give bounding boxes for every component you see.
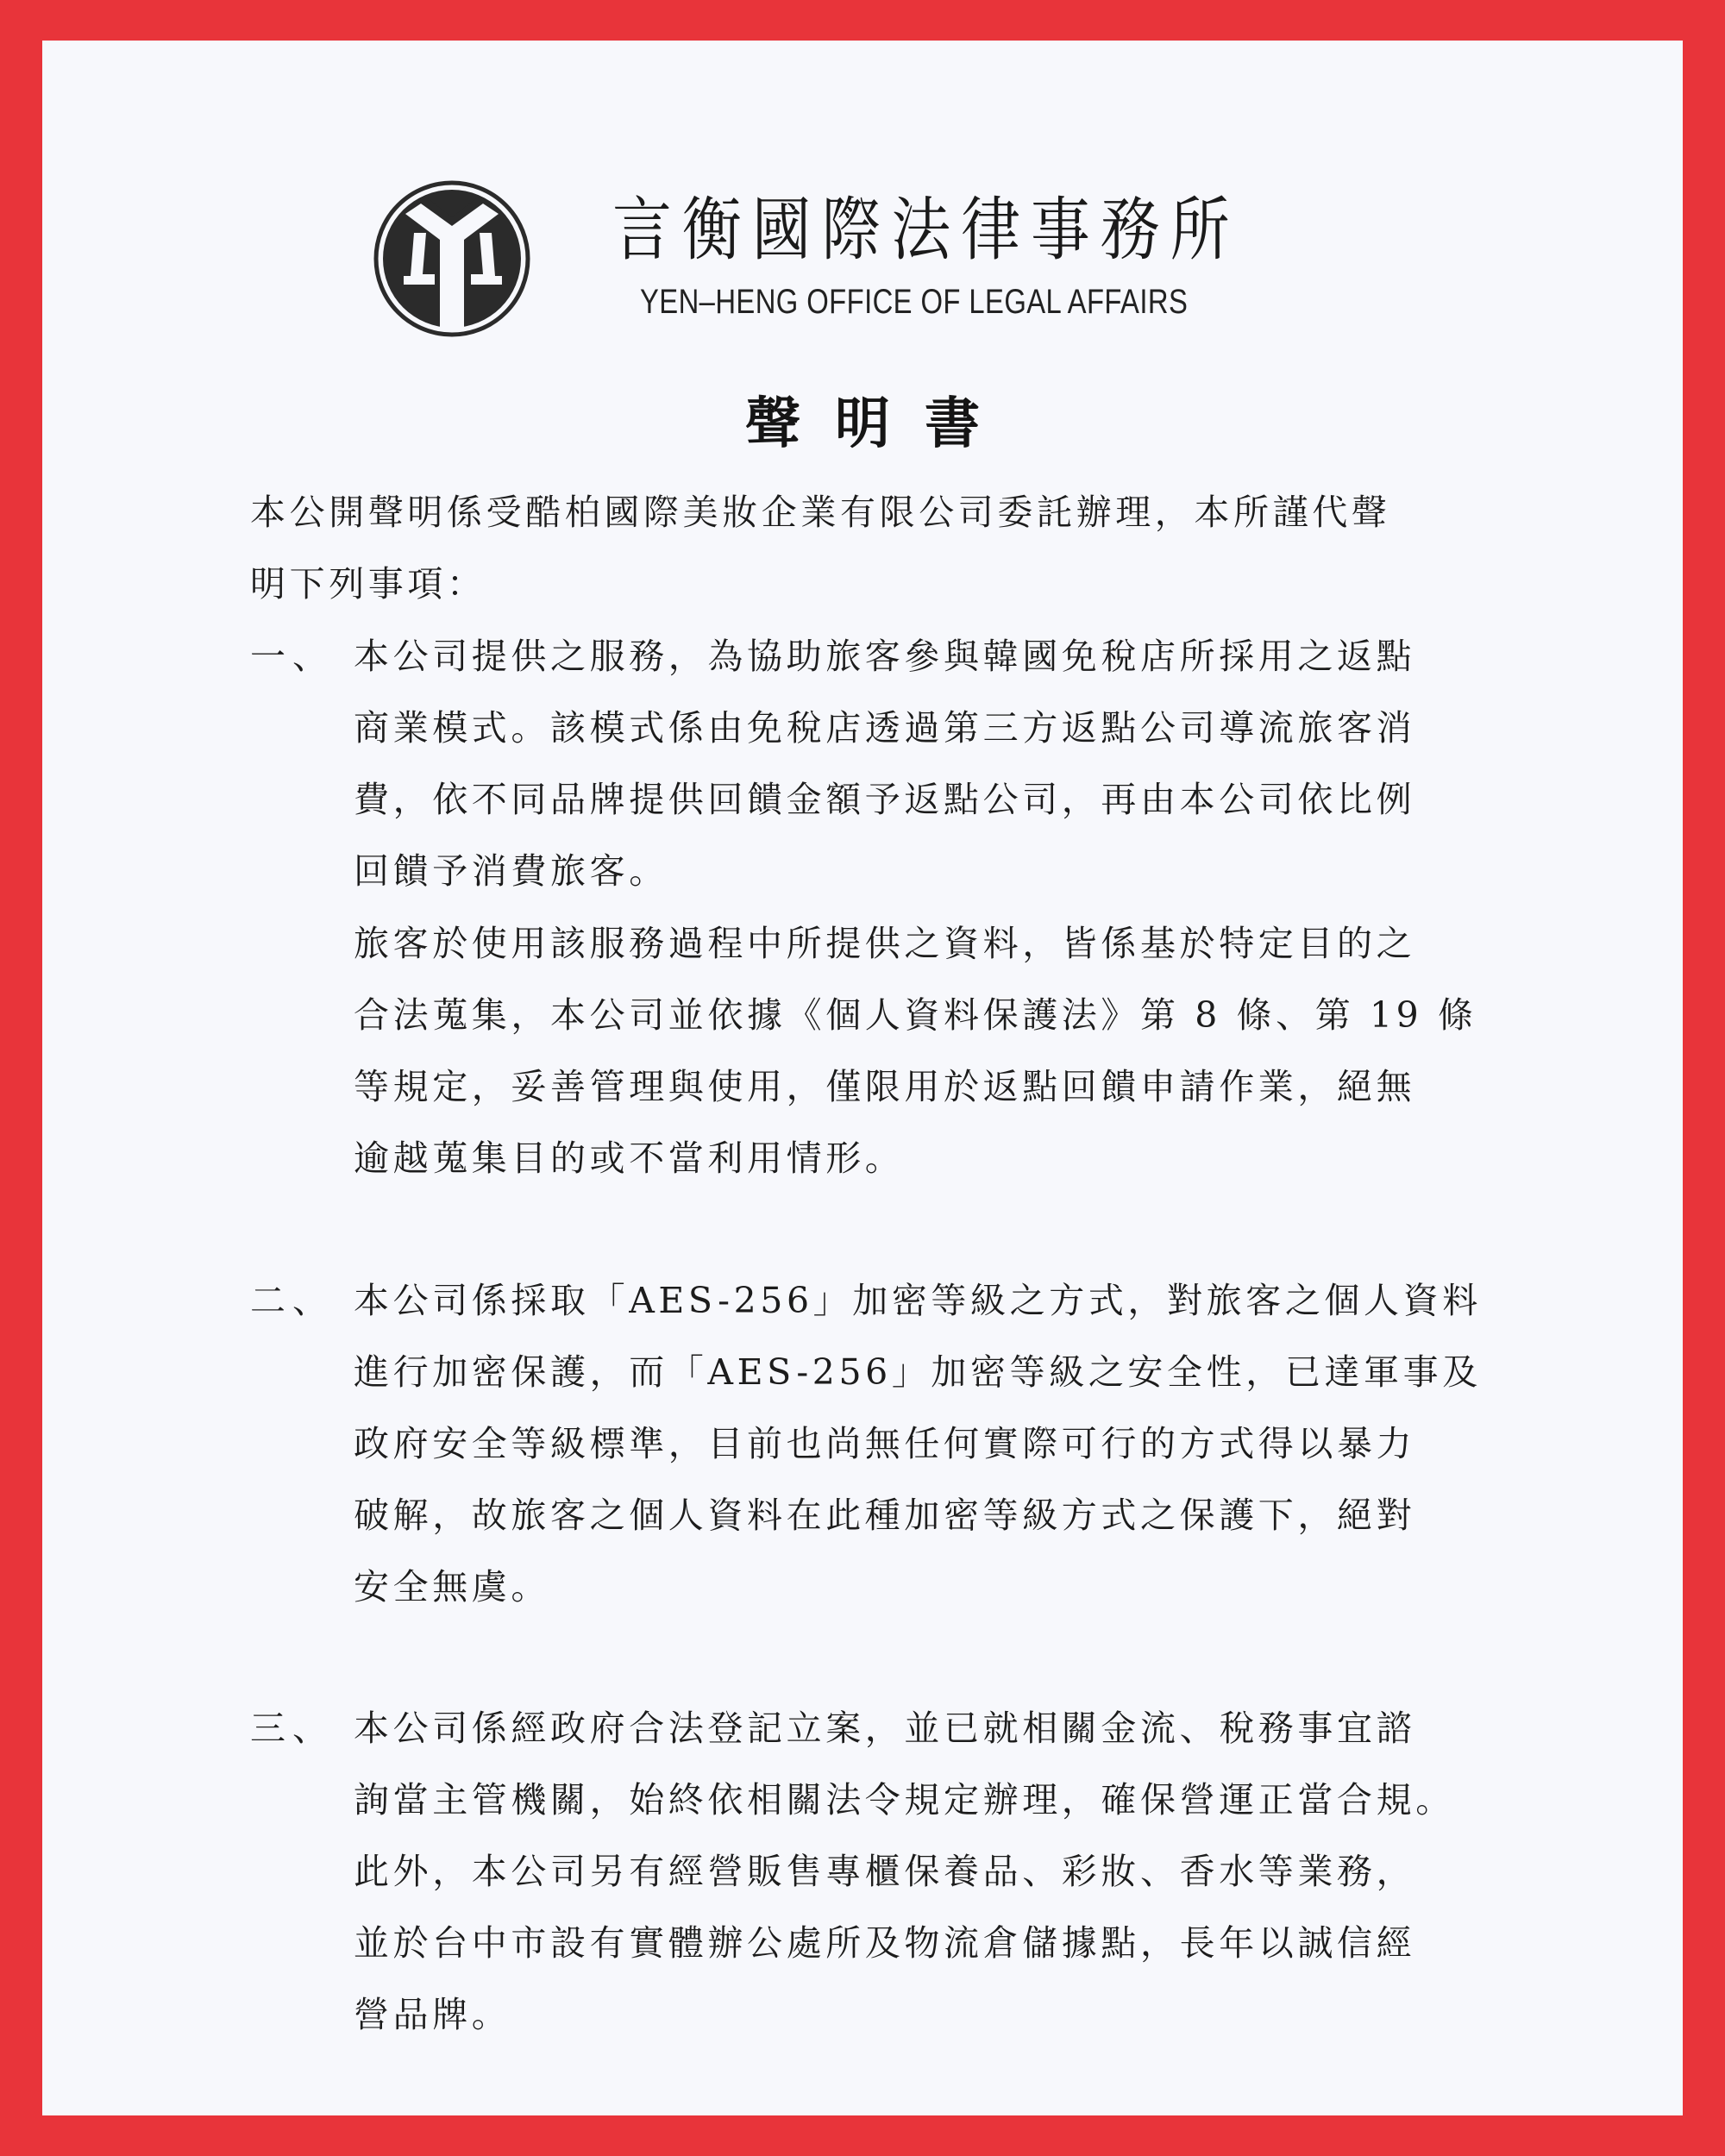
yen-heng-emblem-icon (373, 179, 531, 338)
text-line: 旅客於使用該服務過程中所提供之資料，皆係基於特定目的之 (354, 923, 1416, 964)
item-2-paragraph-1 (354, 1265, 1482, 1623)
text-line: 費，依不同品牌提供回饋金額予返點公司，再由本公司依比例 (354, 779, 1416, 820)
text-line: 合法蒐集，本公司並依據《個人資料保護法》第 8 條、第 19 條 (354, 994, 1477, 1036)
item-marker-3: 三、 (250, 1708, 335, 1749)
text-line: 等規定，妥善管理與使用，僅限用於返點回饋申請作業，絕無 (354, 1066, 1416, 1107)
item-marker-1: 一、 (250, 636, 335, 677)
text-line: 並於台中市設有實體辦公處所及物流倉儲據點，長年以誠信經 (354, 1922, 1416, 1964)
intro-line: 明下列事項： (250, 563, 486, 605)
intro-line: 本公開聲明係受酷柏國際美妝企業有限公司委託辦理，本所謹代聲 (250, 492, 1391, 533)
text-line: 本公司係採取「AES-256」加密等級之方式，對旅客之個人資料 (354, 1280, 1482, 1321)
text-line: 本公司提供之服務，為協助旅客參與韓國免稅店所採用之返點 (354, 636, 1416, 677)
text-line: 破解，故旅客之個人資料在此種加密等級方式之保護下，絕對 (354, 1495, 1416, 1536)
text-line: 詢當主管機關，始終依相關法令規定辦理，確保營運正當合規。 (354, 1779, 1455, 1821)
text-line: 商業模式。該模式係由免稅店透過第三方返點公司導流旅客消 (354, 707, 1416, 749)
text-line: 逾越蒐集目的或不當利用情形。 (354, 1138, 905, 1179)
text-line: 回饋予消費旅客。 (354, 850, 668, 892)
item-1-paragraph-2 (354, 908, 1477, 1194)
document-title: 聲明書 (745, 392, 1014, 456)
item-3-paragraph-1 (354, 1693, 1455, 2051)
text-line: 營品牌。 (354, 1994, 511, 2035)
firm-name-english: YEN–HENG OFFICE OF LEGAL AFFAIRS (640, 283, 1189, 321)
text-line: 安全無虞。 (354, 1566, 550, 1608)
letterhead (373, 179, 1240, 343)
text-line: 進行加密保護，而「AES-256」加密等級之安全性，已達軍事及 (354, 1351, 1482, 1393)
intro-paragraph (250, 477, 1390, 620)
text-line: 此外，本公司另有經營販售專櫃保養品、彩妝、香水等業務， (354, 1851, 1416, 1892)
item-marker-2: 二、 (250, 1280, 335, 1321)
firm-name-chinese: 言衡國際法律事務所 (612, 190, 1240, 270)
text-line: 本公司係經政府合法登記立案，並已就相關金流、稅務事宜諮 (354, 1708, 1416, 1749)
item-1-paragraph-1 (354, 621, 1415, 907)
text-line: 政府安全等級標準，目前也尚無任何實際可行的方式得以暴力 (354, 1423, 1416, 1464)
